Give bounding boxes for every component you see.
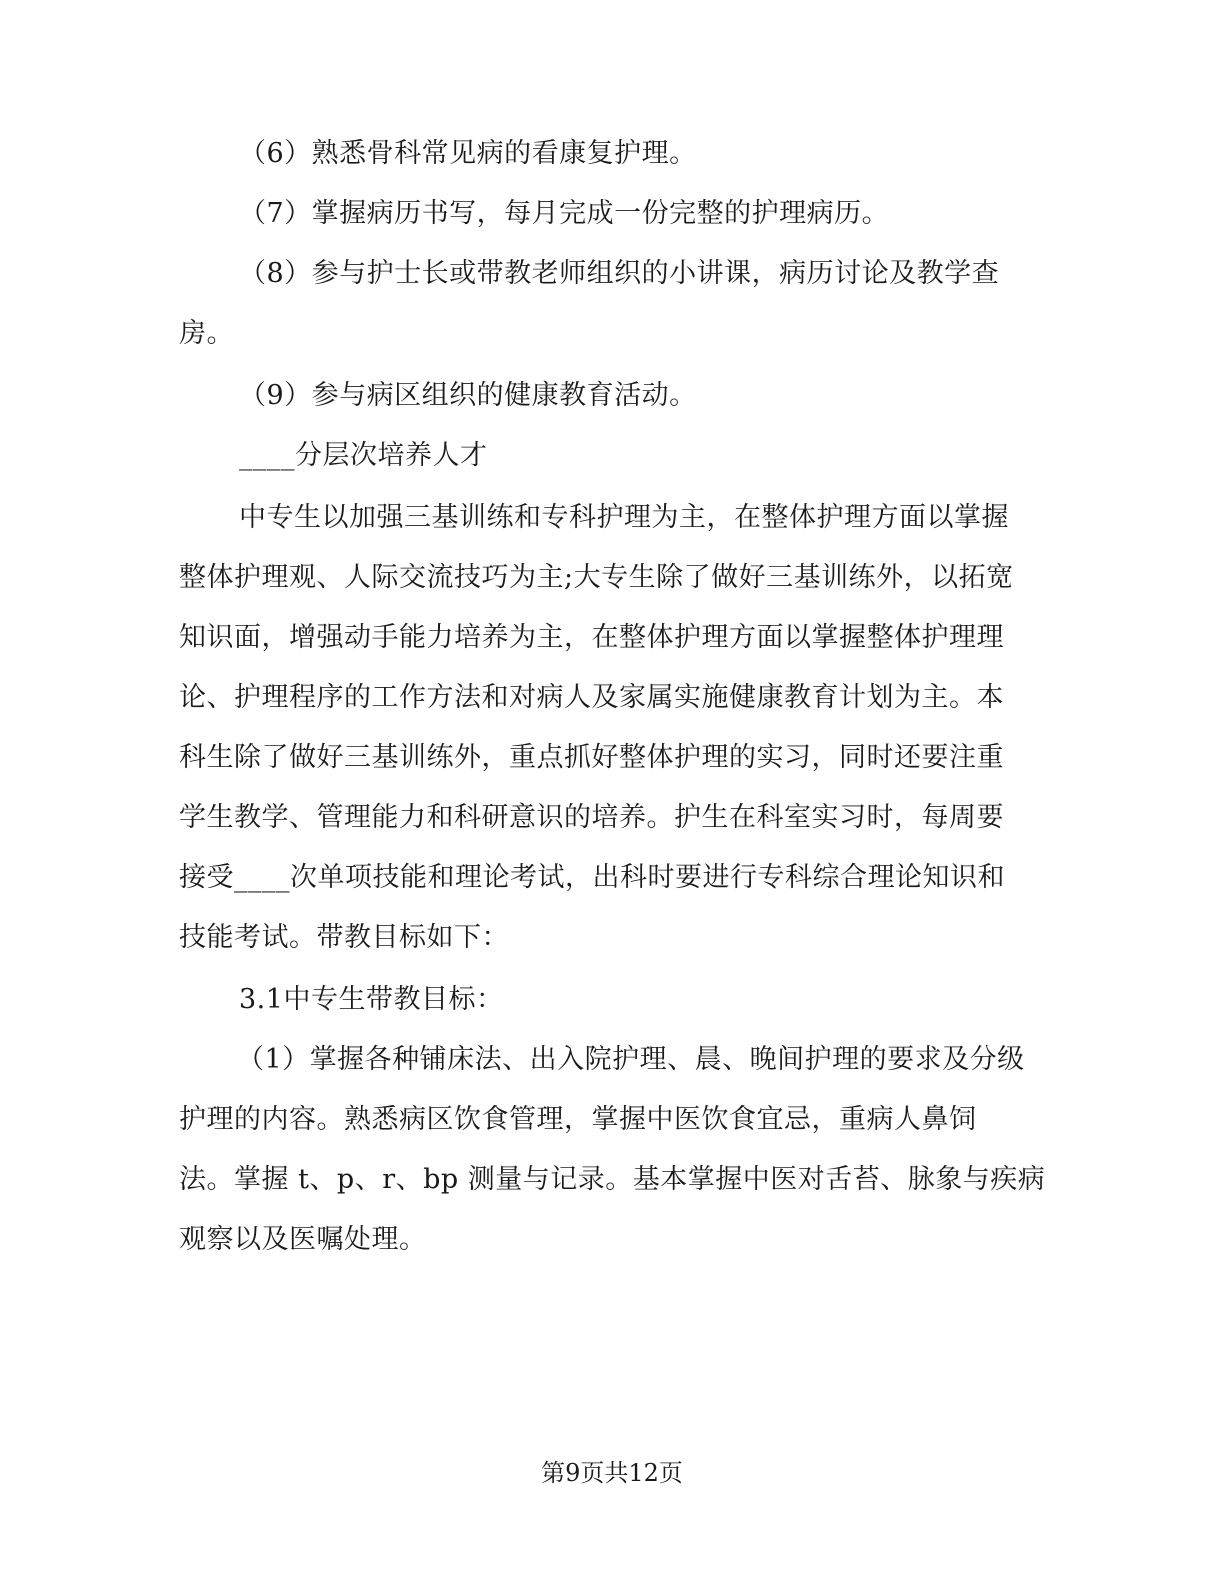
text-line: 观察以及医嘱处理。: [179, 1224, 427, 1255]
text-line: 护理的内容。熟悉病区饮食管理，掌握中医饮食宜忌，重病人鼻饲: [179, 1104, 977, 1135]
paragraph-item-1: [179, 1030, 1046, 1270]
section-heading: [179, 426, 1039, 486]
text-line: （7）掌握病历书写，每月完成一份完整的护理病历。: [239, 198, 890, 229]
text-line: 接受____次单项技能和理论考试，出科时要进行专科综合理论知识和: [179, 862, 1005, 893]
text-line: 技能考试。带教目标如下：: [179, 922, 509, 953]
text-line: 法。掌握 t、p、r、bp 测量与记录。基本掌握中医对舌苔、脉象与疾病: [179, 1164, 1046, 1195]
paragraph-item-9: [179, 366, 1039, 426]
text-line: （8）参与护士长或带教老师组织的小讲课，病历讨论及教学查: [239, 258, 1000, 289]
text-line: 整体护理观、人际交流技巧为主;大专生除了做好三基训练外，以拓宽: [179, 562, 1014, 593]
text-line: （9）参与病区组织的健康教育活动。: [239, 380, 697, 411]
page-number-footer: 第9页共12页: [541, 1459, 683, 1487]
text-line: （6）熟悉骨科常见病的看康复护理。: [239, 138, 697, 169]
text-line: 中专生以加强三基训练和专科护理为主，在整体护理方面以掌握: [239, 502, 1009, 533]
paragraph-item-8: [179, 244, 1039, 364]
paragraph-item-7: [179, 184, 1039, 244]
body-paragraph: [179, 488, 1039, 968]
text-line: 学生教学、管理能力和科研意识的培养。护生在科室实习时，每周要: [179, 802, 1004, 833]
text-line: 知识面，增强动手能力培养为主，在整体护理方面以掌握整体护理理: [179, 622, 1004, 653]
text-line: 科生除了做好三基训练外，重点抓好整体护理的实习，同时还要注重: [179, 742, 1004, 773]
paragraph-item-6: [179, 124, 1039, 184]
text-line: 论、护理程序的工作方法和对病人及家属实施健康教育计划为主。本: [179, 682, 1004, 713]
text-line: ____分层次培养人才: [239, 440, 488, 471]
text-line: 房。: [179, 318, 234, 349]
text-line: 3.1中专生带教目标：: [239, 984, 504, 1015]
text-line: （1）掌握各种铺床法、出入院护理、晨、晚间护理的要求及分级: [237, 1044, 1025, 1075]
subsection-heading: [179, 970, 1039, 1030]
